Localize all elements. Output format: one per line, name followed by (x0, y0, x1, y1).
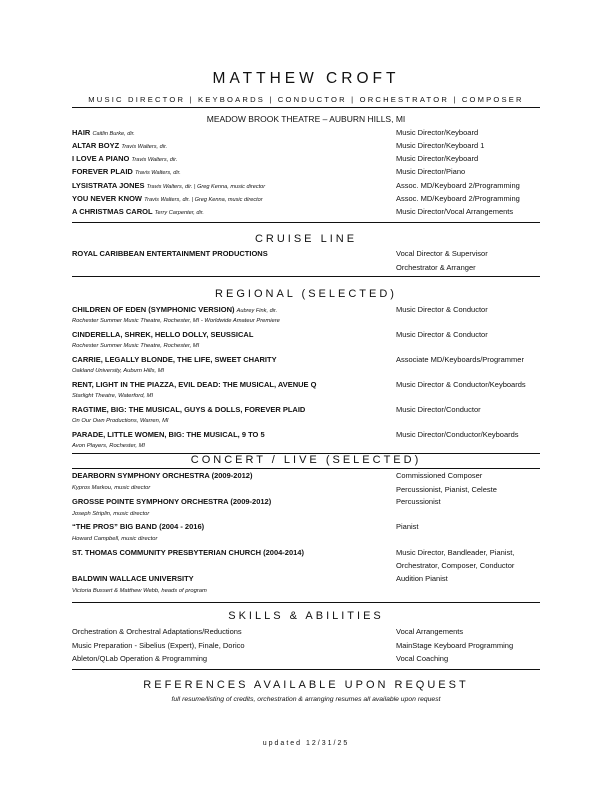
skill-right: Vocal Arrangements (396, 627, 464, 636)
skill-left: Ableton/QLab Operation & Programming (72, 654, 208, 663)
org-name: ST. THOMAS COMMUNITY PRESBYTERIAN CHURCH (2004-2014) (72, 548, 304, 557)
skill-row (72, 654, 540, 666)
credit-row (72, 430, 540, 442)
company-name: ROYAL CARIBBEAN ENTERTAINMENT PRODUCTIONS (72, 249, 268, 258)
credit-row (72, 380, 540, 392)
credit-row (72, 194, 540, 206)
role: Music Director/Conductor/Keyboards (396, 430, 519, 439)
regional-heading: REGIONAL (SELECTED) (215, 288, 397, 300)
show-title: RAGTIME, BIG: THE MUSICAL, GUYS & DOLLS, FOREVER PLAID (72, 405, 306, 414)
meadow-heading: MEADOW BROOK THEATRE – AUBURN HILLS, MI (206, 114, 406, 124)
credit-row (72, 167, 540, 179)
credit-row (72, 405, 540, 417)
credit-row (72, 305, 540, 317)
credit-row (72, 471, 540, 483)
skill-row (72, 627, 540, 639)
skill-row (72, 641, 540, 653)
role: Music Director & Conductor (396, 330, 488, 339)
role: Assoc. MD/Keyboard 2/Programming (396, 181, 520, 190)
credit-row (72, 522, 540, 534)
org-name: BALDWIN WALLACE UNIVERSITY (72, 574, 194, 583)
section-divider (72, 222, 540, 223)
director: Caitlin Burke, dir. (92, 131, 135, 137)
venue: Avon Players, Rochester, MI (72, 443, 146, 449)
program-heads: Victoria Bussert & Matthew Webb, heads of program (72, 588, 207, 594)
credit-row (72, 548, 540, 560)
show-title: PARADE, LITTLE WOMEN, BIG: THE MUSICAL, 9 TO 5 (72, 430, 265, 439)
resume-titles: MUSIC DIRECTOR | KEYBOARDS | CONDUCTOR | ORCHESTRATOR | COMPOSER (88, 95, 524, 104)
header-divider (72, 107, 540, 108)
skill-right: MainStage Keyboard Programming (396, 641, 514, 650)
venue: Oakland University, Auburn Hills, MI (72, 368, 165, 374)
role: Music Director, Bandleader, Pianist, (396, 548, 515, 557)
role: Music Director/Piano (396, 167, 466, 176)
show-title: I LOVE A PIANO (72, 154, 130, 163)
show-title: CARRIE, LEGALLY BLONDE, THE LIFE, SWEET CHARITY (72, 355, 277, 364)
cruise-heading: CRUISE LINE (254, 233, 358, 245)
show-title: ALTAR BOYZ (72, 141, 120, 150)
credit-row (72, 574, 540, 586)
director: Travis Walters, dir. | Greg Kenna, music director (144, 197, 263, 203)
role: Music Director & Conductor (396, 305, 488, 314)
show-title: A CHRISTMAS CAROL (72, 207, 153, 216)
org-name: “THE PROS” BIG BAND (2004 - 2016) (72, 522, 205, 531)
credit-row (72, 497, 540, 509)
credit-row (72, 330, 540, 342)
skills-heading: SKILLS & ABILITIES (228, 610, 384, 622)
section-divider (72, 468, 540, 469)
credit-row (72, 128, 540, 140)
section-divider (72, 669, 540, 670)
section-divider (72, 276, 540, 277)
show-title: CHILDREN OF EDEN (SYMPHONIC VERSION) (72, 305, 235, 314)
role: Orchestrator & Arranger (396, 263, 476, 272)
skill-left: Orchestration & Orchestral Adaptations/Reductions (72, 627, 242, 636)
director: Aubrey Fink, dir. (236, 308, 278, 314)
music-director: Kypros Markou, music director (72, 485, 151, 491)
venue: Starlight Theatre, Waterford, MI (72, 393, 154, 399)
director: Terry Carpenter, dir. (154, 210, 204, 216)
venue: Rochester Summer Music Theatre, Rochester, MI (72, 343, 200, 349)
credit-row (72, 561, 540, 573)
director: Travis Walters, dir. (121, 144, 168, 150)
org-name: DEARBORN SYMPHONY ORCHESTRA (2009-2012) (72, 471, 253, 480)
role: Audition Pianist (396, 574, 448, 583)
show-title: CINDERELLA, SHREK, HELLO DOLLY, SEUSSICAL (72, 330, 254, 339)
references-heading: REFERENCES AVAILABLE UPON REQUEST (143, 679, 469, 691)
show-title: FOREVER PLAID (72, 167, 133, 176)
credit-row (72, 249, 540, 261)
credit-row (72, 154, 540, 166)
credit-row (72, 141, 540, 153)
show-title: LYSISTRATA JONES (72, 181, 145, 190)
section-divider (72, 602, 540, 603)
show-title: RENT, LIGHT IN THE PIAZZA, EVIL DEAD: THE MUSICAL, AVENUE Q (72, 380, 317, 389)
show-title: HAIR (72, 128, 91, 137)
role: Percussionist, Pianist, Celeste (396, 485, 497, 494)
credit-row (72, 181, 540, 193)
references-subtext: full resume/listing of credits, orchestration & arranging resumes all available upon request (171, 696, 441, 703)
role: Commissioned Composer (396, 471, 483, 480)
show-title: YOU NEVER KNOW (72, 194, 143, 203)
role: Music Director/Keyboard (396, 128, 479, 137)
concert-heading: CONCERT / LIVE (SELECTED) (190, 454, 422, 466)
role: Music Director & Conductor/Keyboards (396, 380, 526, 389)
director: Travis Walters, dir. (134, 170, 181, 176)
role: Music Director/Vocal Arrangements (396, 207, 514, 216)
updated-date: updated 12/31/25 (262, 740, 350, 747)
credit-row (72, 207, 540, 219)
role: Music Director/Conductor (396, 405, 481, 414)
credit-row (72, 355, 540, 367)
credit-row (72, 485, 540, 497)
music-director: Howard Campbell, music director (72, 536, 158, 542)
skill-left: Music Preparation - Sibelius (Expert), Finale, Dorico (72, 641, 245, 650)
venue: On Our Own Productions, Warren, MI (72, 418, 169, 424)
venue: Rochester Summer Music Theatre, Rochester, MI - Worldwide Amateur Premiere (72, 318, 280, 324)
director: Travis Walters, dir. | Greg Kenna, music director (146, 184, 266, 190)
director: Travis Walters, dir. (131, 157, 178, 163)
role: Pianist (396, 522, 419, 531)
role: Orchestrator, Composer, Conductor (396, 561, 515, 570)
skill-right: Vocal Coaching (396, 654, 449, 663)
credit-row (72, 263, 540, 275)
role: Vocal Director & Supervisor (396, 249, 488, 258)
role: Associate MD/Keyboards/Programmer (396, 355, 524, 364)
role: Percussionist (396, 497, 441, 506)
role: Music Director/Keyboard (396, 154, 479, 163)
role: Assoc. MD/Keyboard 2/Programming (396, 194, 520, 203)
role: Music Director/Keyboard 1 (396, 141, 485, 150)
org-name: GROSSE POINTE SYMPHONY ORCHESTRA (2009-2012) (72, 497, 272, 506)
music-director: Joseph Striplin, music director (72, 511, 150, 517)
resume-name: MATTHEW CROFT (212, 70, 400, 87)
